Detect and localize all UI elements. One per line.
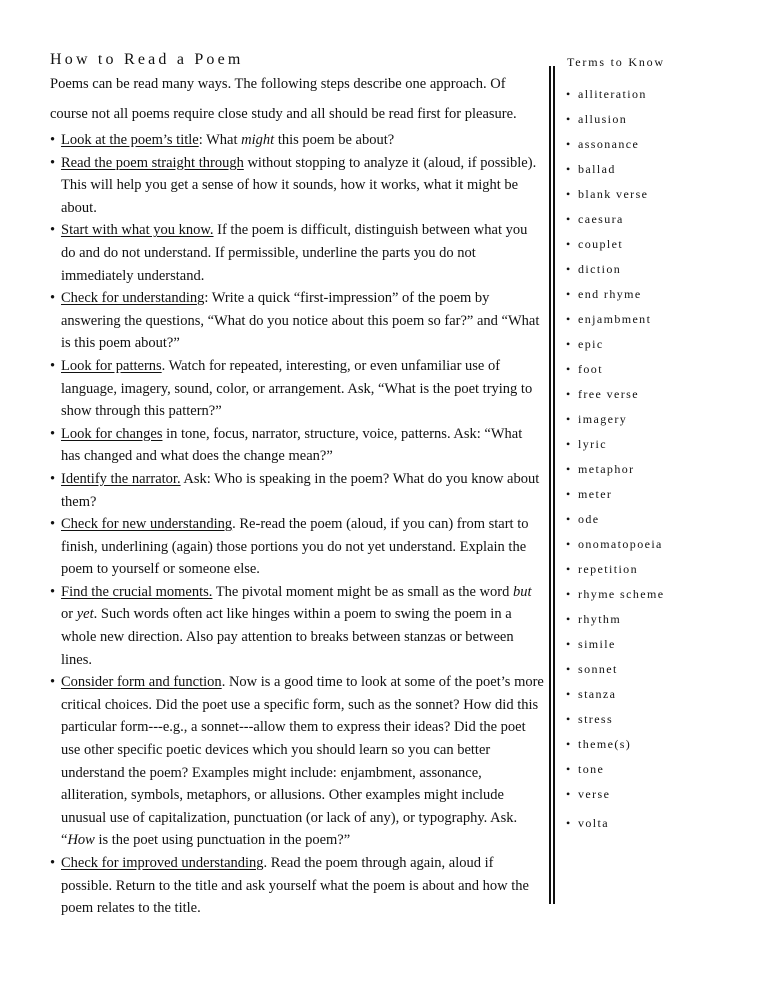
column-divider xyxy=(549,66,555,904)
step-consider-form-and-function: • Consider form and function. Now is a good time to look at some of the poet’s more critical choices. Did the poet use a specific form, such as the sonnet? How did this particular form---e.g., a sonnet---allow them to express their ideas? Did the poet use other specific poetic devices which you should learn so you can better understand the poem? Examples might include: enjambment, assonance, alliteration, symbols, metaphors, or allusions. Other examples might include unusual use of capitalization, punctuation (or lack of any), or typography. Ask. “How is the poet using punctuation in the poem?” xyxy=(50,671,544,852)
term-item: • repetition xyxy=(566,557,766,582)
term-item: • metaphor xyxy=(566,457,766,482)
term-item: • simile xyxy=(566,632,766,657)
term-item: • verse xyxy=(566,782,766,807)
step-heading: Look for changes xyxy=(61,425,163,442)
bullet-icon: • xyxy=(566,487,572,501)
step-check-new-understanding: • Check for new understanding. Re-read the poem (aloud, if you can) from start to finish, underlining (again) those portions you do not yet understand. Explain the poem to yourself or someone else. xyxy=(50,513,544,581)
terms-list xyxy=(566,82,766,836)
term-item: • imagery xyxy=(566,407,766,432)
bullet-icon: • xyxy=(50,674,56,691)
step-look-for-patterns: • Look for patterns. Watch for repeated, interesting, or even unfamiliar use of language, imagery, sound, color, or arrangement. Ask, “What is the poet trying to show through this pattern?” xyxy=(50,355,544,423)
term-item: • caesura xyxy=(566,207,766,232)
bullet-icon: • xyxy=(50,132,56,148)
term-item: • diction xyxy=(566,257,766,282)
term-item: • free verse xyxy=(566,382,766,407)
bullet-icon: • xyxy=(566,387,572,401)
term-item: • couplet xyxy=(566,232,766,257)
term-item: • rhyme scheme xyxy=(566,582,766,607)
term-item: • stanza xyxy=(566,682,766,707)
step-check-improved-understanding: • Check for improved understanding. Read the poem through again, aloud if possible. Return to the title and ask yourself what the poem is about and how the poem relates to the title. xyxy=(50,852,544,920)
step-heading: Check for improved understanding xyxy=(61,855,264,871)
term-item: • meter xyxy=(566,482,766,507)
term-item: • enjambment xyxy=(566,307,766,332)
bullet-icon: • xyxy=(566,412,572,426)
term-item: • volta xyxy=(566,811,766,836)
bullet-icon: • xyxy=(566,437,572,451)
bullet-icon: • xyxy=(566,262,572,276)
bullet-icon: • xyxy=(566,187,572,201)
bullet-icon: • xyxy=(566,562,572,576)
bullet-icon: • xyxy=(566,637,572,651)
step-heading: Read the poem straight through xyxy=(61,154,244,171)
bullet-icon: • xyxy=(566,687,572,701)
term-item: • sonnet xyxy=(566,657,766,682)
term-item: • assonance xyxy=(566,132,766,157)
bullet-icon: • xyxy=(566,137,572,151)
bullet-icon: • xyxy=(566,287,572,301)
bullet-icon: • xyxy=(50,154,56,171)
step-start-with-what-you-know: • Start with what you know. If the poem is difficult, distinguish between what you do and do not understand. If permissible, underline the parts you do not immediately understand. xyxy=(50,219,544,287)
bullet-icon: • xyxy=(566,737,572,751)
bullet-icon: • xyxy=(566,762,572,776)
terms-sidebar xyxy=(566,55,766,836)
step-check-for-understanding: • Check for understanding: Write a quick “first-impression” of the poem by answering the questions, “What do you notice about this poem so far?” and “What is this poem about?” xyxy=(50,287,544,355)
bullet-icon: • xyxy=(566,816,572,830)
term-item: • alliteration xyxy=(566,82,766,107)
step-heading: Consider form and function xyxy=(61,674,222,691)
bullet-icon: • xyxy=(566,612,572,626)
term-item: • epic xyxy=(566,332,766,357)
term-item: • lyric xyxy=(566,432,766,457)
step-heading: Identify the narrator. xyxy=(61,470,181,487)
page-title: How to Read a Poem xyxy=(50,51,244,68)
term-item: • allusion xyxy=(566,107,766,132)
term-item: • ode xyxy=(566,507,766,532)
bullet-icon: • xyxy=(50,855,56,871)
bullet-icon: • xyxy=(566,362,572,376)
term-item: • foot xyxy=(566,357,766,382)
bullet-icon: • xyxy=(566,212,572,226)
step-heading: Find the crucial moments. xyxy=(61,583,213,600)
step-look-at-title: • Look at the poem’s title: What might this poem be about? xyxy=(50,129,544,152)
term-item: • ballad xyxy=(566,157,766,182)
bullet-icon: • xyxy=(50,516,56,533)
bullet-icon: • xyxy=(566,112,572,126)
step-identify-narrator: • Identify the narrator. Ask: Who is speaking in the poem? What do you know about them? xyxy=(50,468,544,513)
bullet-icon: • xyxy=(566,87,572,101)
bullet-icon: • xyxy=(50,290,56,307)
bullet-icon: • xyxy=(566,237,572,251)
bullet-icon: • xyxy=(50,222,56,239)
bullet-icon: • xyxy=(566,537,572,551)
intro-paragraph: Poems can be read many ways. The following steps describe one approach. Of course not all poems require close study and all should be read first for pleasure. xyxy=(50,76,517,122)
step-read-straight-through: • Read the poem straight through without stopping to analyze it (aloud, if possible). This will help you get a sense of how it sounds, how it works, what it might be about. xyxy=(50,152,544,220)
terms-title: Terms to Know xyxy=(567,55,665,69)
term-item: • tone xyxy=(566,757,766,782)
term-item: • end rhyme xyxy=(566,282,766,307)
bullet-icon: • xyxy=(50,425,56,442)
bullet-icon: • xyxy=(566,712,572,726)
main-column xyxy=(50,51,544,920)
bullet-icon: • xyxy=(566,587,572,601)
term-item: • blank verse xyxy=(566,182,766,207)
bullet-icon: • xyxy=(566,162,572,176)
step-look-for-changes: • Look for changes in tone, focus, narrator, structure, voice, patterns. Ask: “What has changed and what does the change mean?” xyxy=(50,423,544,468)
bullet-icon: • xyxy=(50,583,56,600)
bullet-icon: • xyxy=(566,512,572,526)
step-heading: Look at the poem’s title xyxy=(61,132,199,148)
step-heading: Check for new understanding xyxy=(61,516,233,533)
term-item: • theme(s) xyxy=(566,732,766,757)
bullet-icon: • xyxy=(566,462,572,476)
bullet-icon: • xyxy=(566,312,572,326)
step-heading: Check for understanding xyxy=(61,290,205,307)
bullet-icon: • xyxy=(566,662,572,676)
term-item: • onomatopoeia xyxy=(566,532,766,557)
term-item: • stress xyxy=(566,707,766,732)
bullet-icon: • xyxy=(566,337,572,351)
steps-list xyxy=(50,129,544,920)
bullet-icon: • xyxy=(566,787,572,801)
bullet-icon: • xyxy=(50,357,56,374)
term-item: • rhythm xyxy=(566,607,766,632)
bullet-icon: • xyxy=(50,470,56,487)
step-find-crucial-moments: • Find the crucial moments. The pivotal moment might be as small as the word but or yet. Such words often act like hinges within a poem to swing the poem in a whole new direction. Also pay attention to breaks between stanzas or between lines. xyxy=(50,581,544,671)
step-heading: Look for patterns xyxy=(61,357,162,374)
step-heading: Start with what you know. xyxy=(61,222,214,239)
